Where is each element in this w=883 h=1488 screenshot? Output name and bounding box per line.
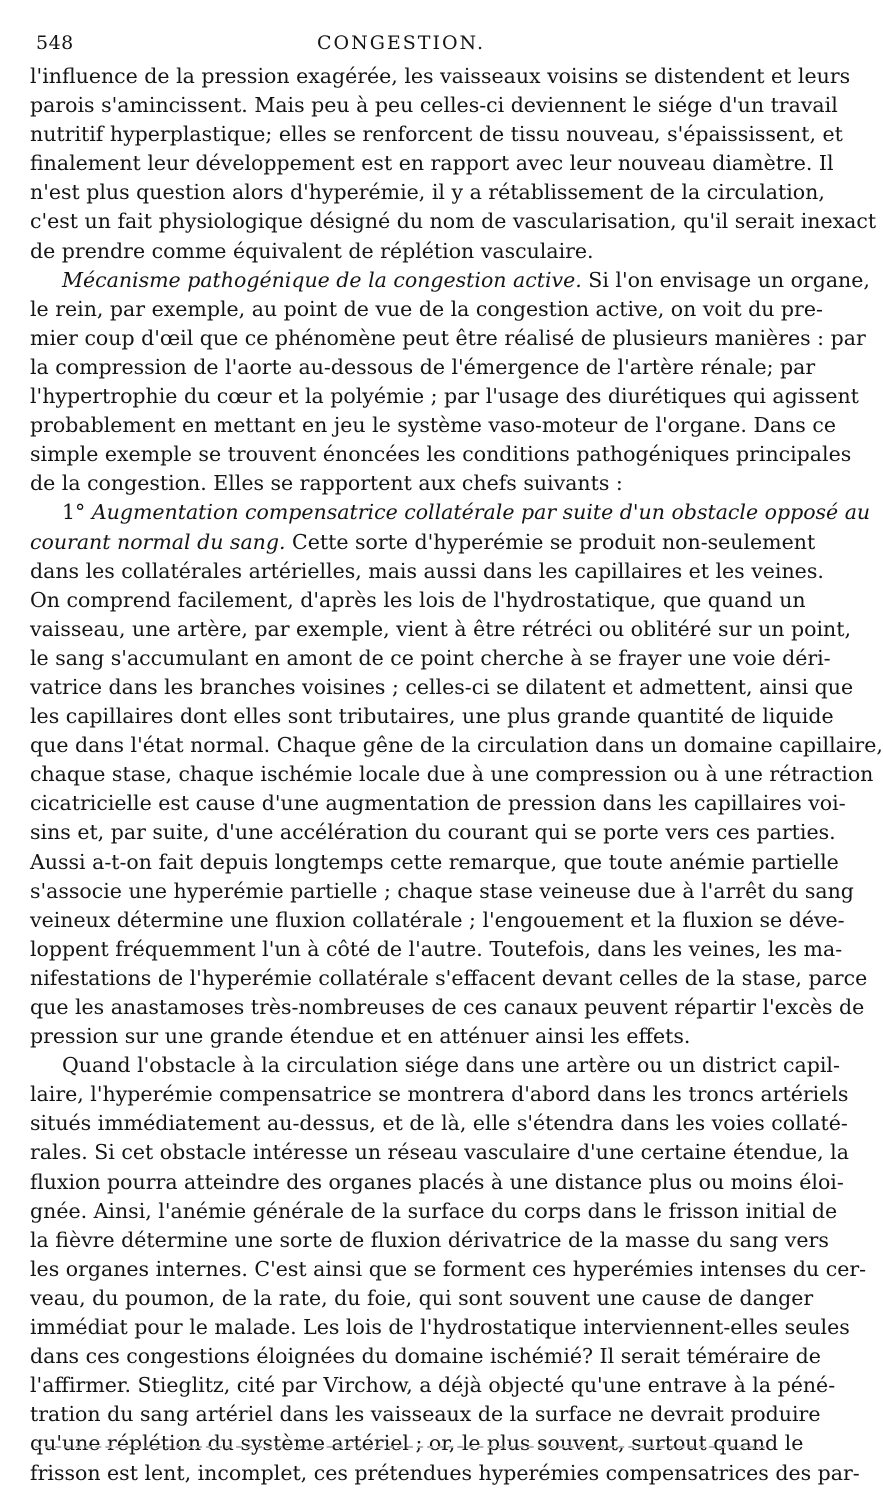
text-line: les organes internes. C'est ainsi que se forment ces hyperémies intenses du cer- <box>30 1256 867 1281</box>
text-line: vatrice dans les branches voisines ; celles-ci se dilatent et admettent, ainsi que <box>30 674 854 699</box>
text-line: cicatricielle est cause d'une augmentation de pression dans les capillaires voi- <box>30 791 846 816</box>
page-header <box>30 32 772 58</box>
text-line: On comprend facilement, d'après les lois de l'hydrostatique, que quand un <box>30 587 806 612</box>
text-line: le sang s'accumulant en amont de ce point cherche à se frayer une voie déri- <box>30 645 831 670</box>
text-line: loppent fréquemment l'un à côté de l'autre. Toutefois, dans les veines, les ma- <box>30 936 843 961</box>
text-line: s'associe une hyperémie partielle ; chaque stase veineuse due à l'arrêt du sang <box>30 878 854 903</box>
text-line: veineux détermine une fluxion collatérale ; l'engouement et la fluxion se déve- <box>30 907 845 932</box>
text-line: les capillaires dont elles sont tributaires, une plus grande quantité de liquide <box>30 704 834 729</box>
page-number: 548 <box>36 32 74 54</box>
text-line: nutritif hyperplastique; elles se renforcent de tissu nouveau, s'épaississent, et <box>30 122 843 147</box>
text-line: de prendre comme équivalent de réplétion vasculaire. <box>30 238 594 263</box>
text-line: gnée. Ainsi, l'anémie générale de la surface du corps dans le frisson initial de <box>30 1198 838 1223</box>
text-run: Si l'on envisage un organe, <box>588 267 870 292</box>
text-line: la fièvre détermine une sorte de fluxion dérivatrice de la masse du sang vers <box>30 1227 829 1252</box>
book-page <box>30 32 883 1488</box>
text-line: l'influence de la pression exagérée, les vaisseaux voisins se distendent et leurs <box>30 64 851 88</box>
text-line: mier coup d'œil que ce phénomène peut être réalisé de plusieurs manières : par <box>30 325 866 350</box>
text-line: parois s'amincissent. Mais peu à peu celles-ci deviennent le siége d'un travail <box>30 93 838 118</box>
text-line: l'hypertrophie du cœur et la polyémie ; par l'usage des diurétiques qui agissent <box>30 384 859 409</box>
list-item-heading-line <box>30 498 871 527</box>
text-line: tration du sang artériel dans les vaisseaux de la surface ne devrait produire <box>30 1402 821 1427</box>
text-line: pression sur une grande étendue et en atténuer ainsi les effets. <box>30 1024 691 1049</box>
text-line: qu'une réplétion du système artériel ; or, le plus souvent, surtout quand le <box>30 1431 804 1456</box>
text-line: vaisseau, une artère, par exemple, vient à être rétréci ou oblitéré sur un point, <box>30 616 852 641</box>
text-line: l'affirmer. Stieglitz, cité par Virchow, a déjà objecté qu'une entrave à la péné- <box>30 1373 836 1398</box>
text-line: finalement leur développement est en rapport avec leur nouveau diamètre. Il <box>30 151 834 176</box>
body-text <box>30 62 883 1488</box>
text-line: situés immédiatement au-dessus, et de là, elle s'étendra dans les voies collaté- <box>30 1111 848 1136</box>
text-line: probablement en mettant en jeu le système vaso-moteur de l'organe. Dans ce <box>30 413 836 438</box>
list-number: 1° <box>62 500 92 525</box>
text-line: que les anastamoses très-nombreuses de ces canaux peuvent répartir l'excès de <box>30 995 865 1019</box>
list-item-heading-end: courant normal du sang. <box>30 529 286 554</box>
list-item-heading: Augmentation compensatrice collatérale par suite d'un obstacle opposé au <box>91 500 871 525</box>
text-line: Aussi a-t-on fait depuis longtemps cette remarque, que toute anémie partielle <box>30 849 839 874</box>
text-line: Quand l'obstacle à la circulation siége dans une artère ou un district capil- <box>62 1053 840 1078</box>
section-heading: Mécanisme pathogénique de la congestion active. <box>62 267 582 292</box>
text-line: la compression de l'aorte au-dessous de l'émergence de l'artère rénale; par <box>30 354 816 379</box>
text-line: laire, l'hyperémie compensatrice se montrera d'abord dans les troncs artériels <box>30 1082 849 1107</box>
text-line: le rein, par exemple, au point de vue de la congestion active, on voit du pre- <box>30 296 823 321</box>
text-line: rales. Si cet obstacle intéresse un réseau vasculaire d'une certaine étendue, la <box>30 1140 849 1165</box>
text-line: c'est un fait physiologique désigné du nom de vascularisation, qu'il serait inexact <box>30 209 877 234</box>
text-line: n'est plus question alors d'hyperémie, il y a rétablissement de la circulation, <box>30 180 825 205</box>
section-heading-line <box>30 266 870 295</box>
text-line: sins et, par suite, d'une accélération du courant qui se porte vers ces parties. <box>30 820 836 845</box>
text-line: de la congestion. Elles se rapportent aux chefs suivants : <box>30 471 623 496</box>
text-line: immédiat pour le malade. Les lois de l'hydrostatique interviennent-elles seules <box>30 1315 850 1340</box>
list-item-heading-continuation <box>30 528 816 557</box>
text-line: chaque stase, chaque ischémie locale due à une compression ou à une rétraction <box>30 762 874 787</box>
text-line: dans ces congestions éloignées du domaine ischémié? Il serait téméraire de <box>30 1344 821 1369</box>
running-title: CONGESTION. <box>316 32 485 54</box>
text-line: fluxion pourra atteindre des organes placés à une distance plus ou moins éloi- <box>30 1169 844 1194</box>
text-line: nifestations de l'hyperémie collatérale s'effacent devant celles de la stase, parce <box>30 965 868 990</box>
bottom-divider <box>35 1446 765 1448</box>
text-run: Cette sorte d'hyperémie se produit non-seulement <box>285 529 816 554</box>
text-line: veau, du poumon, de la rate, du foie, qui sont souvent une cause de danger <box>30 1285 814 1310</box>
text-line: simple exemple se trouvent énoncées les conditions pathogéniques principales <box>30 442 852 467</box>
text-line: frisson est lent, incomplet, ces prétendues hyperémies compensatrices des par- <box>30 1460 860 1485</box>
text-line: que dans l'état normal. Chaque gêne de la circulation dans un domaine capillaire, <box>30 733 883 758</box>
text-line: dans les collatérales artérielles, mais aussi dans les capillaires et les veines. <box>30 558 824 583</box>
